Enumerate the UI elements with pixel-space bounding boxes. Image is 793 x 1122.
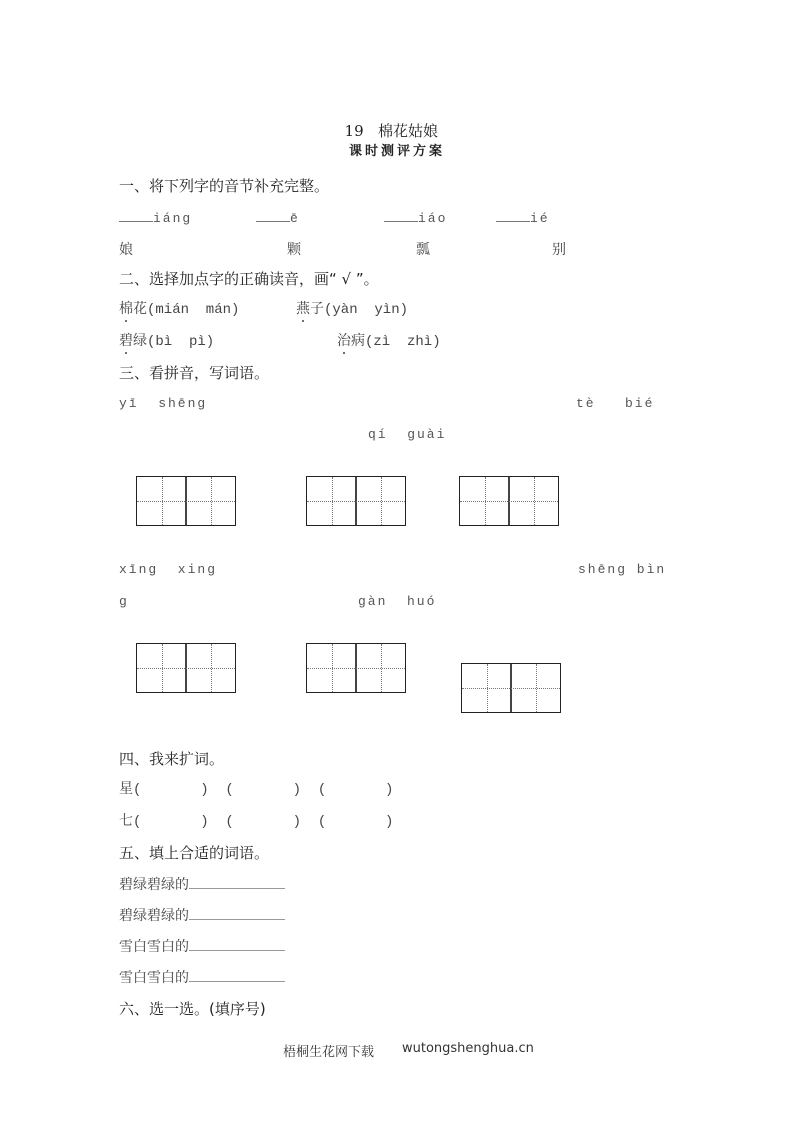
section4-heading: 四、我来扩词。 [119, 750, 225, 768]
fill-item-1: 碧绿碧绿的 [119, 872, 285, 894]
fill-item-4: 雪白雪白的 [119, 965, 285, 987]
reading-item-4: 治病(zì zhì) [337, 330, 441, 350]
writing-grid-shengbing[interactable] [461, 663, 561, 713]
pinyin-shengbing: shēng bìn [578, 562, 667, 577]
writing-grid-tebie[interactable] [459, 476, 559, 526]
char-2: 颗 [287, 242, 301, 258]
pinyin-yisheng: yī shēng [119, 396, 208, 411]
fill-item-2: 碧绿碧绿的 [119, 903, 285, 925]
writing-grid-qiguai[interactable] [306, 476, 406, 526]
expand-word-blanks[interactable]: ( ) ( ) ( ) [133, 782, 394, 798]
lesson-title [335, 102, 438, 141]
section6-heading: 六、选一选。(填序号) [119, 1000, 266, 1018]
answer-blank[interactable] [496, 207, 530, 222]
syllable-item-1: iáng [119, 207, 192, 226]
footer-url[interactable]: wutongshenghua.cn [402, 1041, 534, 1056]
pinyin-qiguai: qí guài [368, 427, 447, 442]
pinyin-tebie: tè bié [576, 396, 655, 411]
answer-blank[interactable] [256, 207, 290, 222]
reading-item-3: 碧绿(bì pì) [119, 330, 214, 350]
syllable-item-3: iáo [384, 207, 447, 226]
writing-grid-xingxing[interactable] [136, 643, 236, 693]
expand-word-row-1: 星( ) ( ) ( ) [119, 781, 394, 798]
footer-site-name: 梧桐生花网下载 [283, 1045, 375, 1060]
fill-blank[interactable] [189, 965, 285, 982]
fill-item-3: 雪白雪白的 [119, 934, 285, 956]
lesson-name: 棉花姑娘 [377, 122, 438, 140]
reading-item-2: 燕子(yàn yìn) [296, 298, 408, 318]
pinyin-xingxing: xīng xing [119, 562, 218, 577]
expand-word-row-2: 七( ) ( ) ( ) [119, 813, 394, 830]
lesson-number: 19 [344, 122, 364, 140]
section1-heading: 一、将下列字的音节补充完整。 [119, 177, 330, 195]
section3-heading: 三、看拼音，写词语。 [119, 364, 270, 382]
pinyin-ganhuo: gàn huó [358, 594, 437, 609]
answer-blank[interactable] [119, 207, 153, 222]
fill-blank[interactable] [189, 934, 285, 951]
section2-heading: 二、选择加点字的正确读音，画“ √ ”。 [119, 270, 379, 288]
page-subtitle: 课时测评方案 [349, 144, 446, 159]
pinyin-shengbing-wrap: g [119, 594, 129, 609]
fill-blank[interactable] [189, 903, 285, 920]
expand-word-blanks[interactable]: ( ) ( ) ( ) [133, 814, 394, 830]
fill-blank[interactable] [189, 872, 285, 889]
syllable-item-2: ē [256, 207, 300, 226]
section5-heading: 五、填上合适的词语。 [119, 844, 270, 862]
answer-blank[interactable] [384, 207, 418, 222]
reading-item-1: 棉花(mián mán) [119, 298, 239, 318]
writing-grid-yisheng[interactable] [136, 476, 236, 526]
syllable-item-4: ié [496, 207, 550, 226]
writing-grid-ganhuo[interactable] [306, 643, 406, 693]
char-3: 瓢 [416, 242, 430, 258]
char-1: 娘 [119, 242, 133, 258]
char-4: 别 [552, 242, 566, 258]
